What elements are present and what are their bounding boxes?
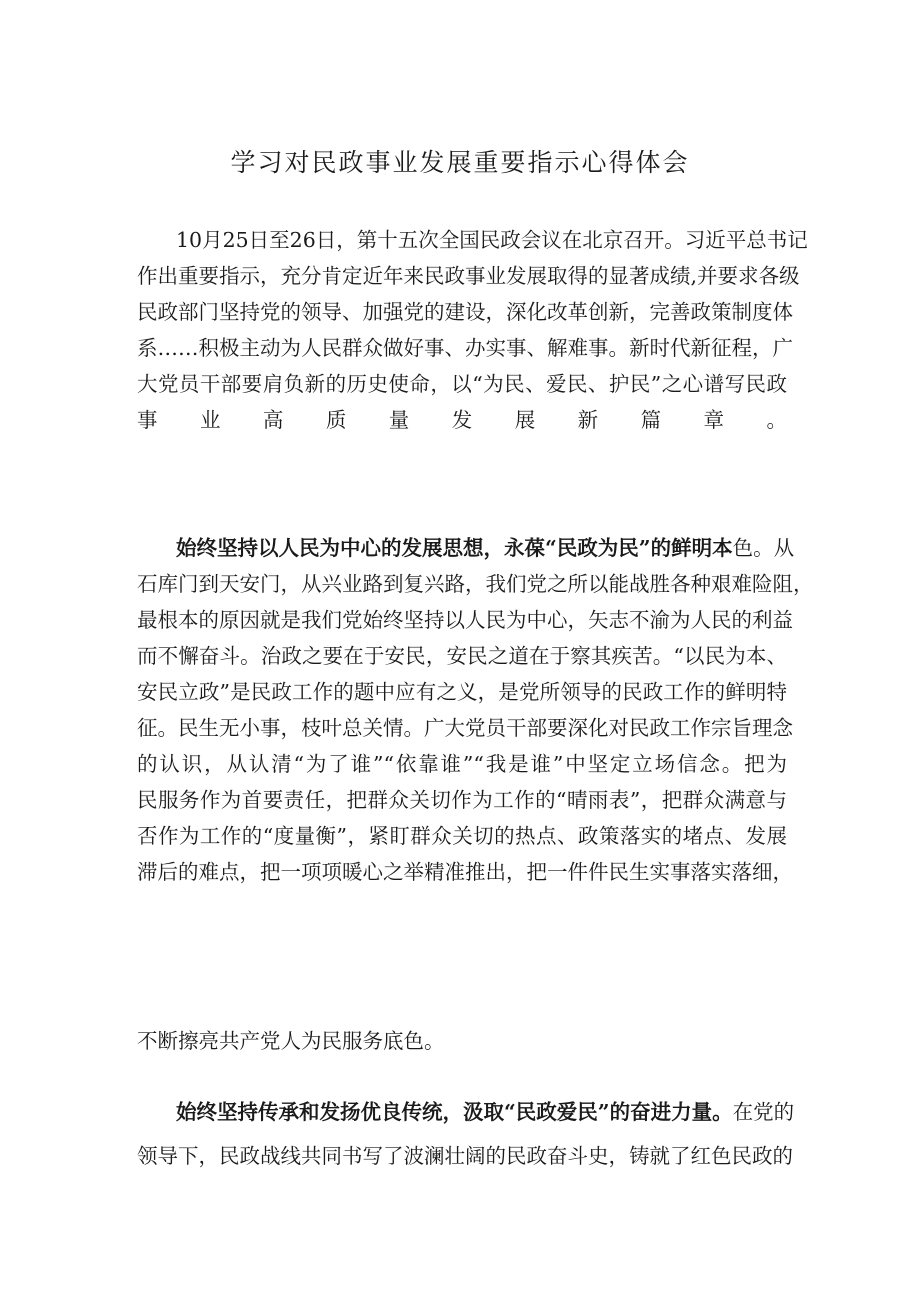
paragraph-3-lead-text: 在党的 (732, 1100, 795, 1124)
paragraph-1-line-2: 作出重要指示，充分肯定近年来民政事业发展取得的显著成绩,并要求各级 (137, 264, 800, 288)
paragraph-2-line-6: 征。民生无小事，枝叶总关情。广大党员干部要深化对民政工作宗旨理念 (137, 716, 793, 740)
paragraph-2-line-5: 安民立政”是民政工作的题中应有之义，是党所领导的民政工作的鲜明特 (137, 680, 787, 704)
paragraph-2-line-8: 民服务作为首要责任，把群众关切作为工作的“晴雨表”，把群众满意与 (137, 788, 787, 812)
paragraph-2-lead-text: 色。从 (732, 536, 795, 560)
paragraph-2-line-2: 石库门到天安门，从兴业路到复兴路，我们党之所以能战胜各种艰难险阻， (137, 572, 814, 596)
paragraph-2-heading: 始终坚持以人民为中心的发展思想，永葆“民政为民”的鲜明本 (176, 536, 733, 560)
paragraph-2-line-3: 最根本的原因就是我们党始终坚持以人民为中心，矢志不渝为人民的利益 (137, 608, 793, 632)
paragraph-1-line-1: 10月25日至26日，第十五次全国民政会议在北京召开。习近平总书记 (176, 228, 808, 252)
document-title: 学习对民政事业发展重要指示心得体会 (230, 148, 690, 177)
paragraph-3-line-2: 领导下，民政战线共同书写了波澜壮阔的民政奋斗史，铸就了红色民政的 (137, 1144, 793, 1168)
paragraph-2-line-10: 滞后的难点，把一项项暖心之举精准推出，把一件件民生实事落实落细， (137, 860, 793, 884)
paragraph-2-line-11: 不断擦亮共产党人为民服务底色。 (137, 1029, 445, 1053)
paragraph-1-line-5: 大党员干部要肩负新的历史使命，以“为民、爱民、护民”之心谱写民政 (137, 372, 787, 396)
paragraph-1-line-6: 事业高质量发展新篇章。 (137, 408, 787, 432)
paragraph-3-line-1 (176, 1094, 795, 1130)
paragraph-2-line-7: 的认识，从认清“为了谁”“依靠谁”“我是谁”中坚定立场信念。把为 (137, 752, 787, 776)
paragraph-1-line-3: 民政部门坚持党的领导、加强党的建设，深化改革创新，完善政策制度体 (137, 300, 793, 324)
paragraph-2-line-9: 否作为工作的“度量衡”，紧盯群众关切的热点、政策落实的堵点、发展 (137, 824, 787, 848)
paragraph-1-line-4: 系……积极主动为人民群众做好事、办实事、解难事。新时代新征程，广 (137, 336, 793, 360)
paragraph-2-line-4: 而不懈奋斗。治政之要在于安民，安民之道在于察其疾苦。“以民为本、 (137, 644, 787, 668)
paragraph-2-line-1 (176, 530, 795, 566)
paragraph-3-heading: 始终坚持传承和发扬优良传统，汲取“民政爱民”的奋进力量。 (176, 1100, 733, 1124)
